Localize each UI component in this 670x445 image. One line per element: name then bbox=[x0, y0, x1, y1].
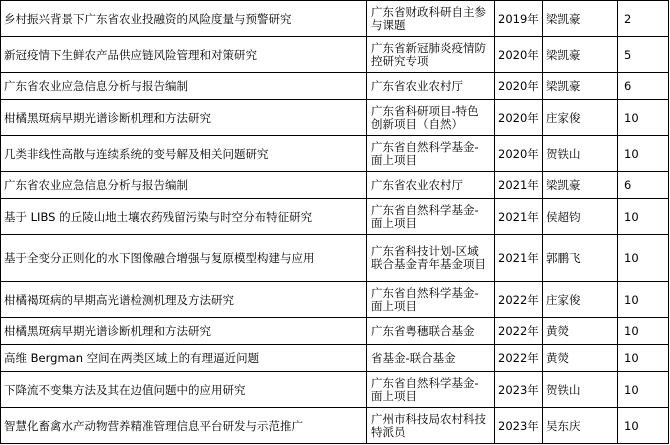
table-row bbox=[1, 136, 669, 172]
funding-source: 广东省自然科学基金-面上项目 bbox=[367, 199, 495, 235]
project-title: 下降流不变集方法及其在边值问题中的应用研究 bbox=[1, 372, 367, 408]
project-count: 6 bbox=[618, 172, 669, 199]
table-row bbox=[1, 100, 669, 136]
project-leader: 黄熒 bbox=[543, 345, 618, 372]
project-count: 10 bbox=[618, 345, 669, 372]
project-year: 2022年 bbox=[495, 318, 543, 345]
project-count: 6 bbox=[618, 73, 669, 100]
project-title: 柑橘褐斑病的早期高光谱检测机理及方法研究 bbox=[1, 282, 367, 318]
project-year: 2021年 bbox=[495, 172, 543, 199]
project-title: 柑橘黑斑病早期光谱诊断机理和方法研究 bbox=[1, 100, 367, 136]
project-year: 2020年 bbox=[495, 73, 543, 100]
project-title: 基于 LIBS 的丘陵山地土壤农药残留污染与时空分布特征研究 bbox=[1, 199, 367, 235]
project-leader: 庄家俊 bbox=[543, 282, 618, 318]
project-leader: 梁凯豪 bbox=[543, 172, 618, 199]
project-leader: 吴东庆 bbox=[543, 408, 618, 444]
project-leader: 贺铁山 bbox=[543, 372, 618, 408]
project-title: 几类非线性高散与连续系统的变号解及相关问题研究 bbox=[1, 136, 367, 172]
project-year: 2023年 bbox=[495, 408, 543, 444]
project-year: 2022年 bbox=[495, 345, 543, 372]
funding-source: 广东省粤穗联合基金 bbox=[367, 318, 495, 345]
project-year: 2020年 bbox=[495, 100, 543, 136]
table-row bbox=[1, 235, 669, 282]
project-title: 智慧化畜禽水产动物营养精准管理信息平台研发与示范推广 bbox=[1, 408, 367, 444]
project-leader: 贺铁山 bbox=[543, 136, 618, 172]
project-count: 10 bbox=[618, 235, 669, 282]
table-row bbox=[1, 199, 669, 235]
funding-source: 广东省农业农村厅 bbox=[367, 172, 495, 199]
table-row bbox=[1, 372, 669, 408]
project-year: 2019年 bbox=[495, 1, 543, 37]
funding-source: 广东省自然科学基金-面上项目 bbox=[367, 136, 495, 172]
funding-source: 广东省自然科学基金-面上项目 bbox=[367, 372, 495, 408]
funding-source: 广东省农业农村厅 bbox=[367, 73, 495, 100]
project-year: 2023年 bbox=[495, 372, 543, 408]
project-count: 10 bbox=[618, 318, 669, 345]
project-leader: 郭鹏飞 bbox=[543, 235, 618, 282]
funding-source: 广州市科技局农村科技特派员 bbox=[367, 408, 495, 444]
table-row bbox=[1, 172, 669, 199]
table-row bbox=[1, 408, 669, 444]
project-leader: 黄熒 bbox=[543, 318, 618, 345]
funding-source: 省基金-联合基金 bbox=[367, 345, 495, 372]
project-count: 10 bbox=[618, 199, 669, 235]
funding-source: 广东省自然科学基金-面上项目 bbox=[367, 282, 495, 318]
funding-source: 广东省财政科研自主参与课题 bbox=[367, 1, 495, 37]
project-count: 5 bbox=[618, 37, 669, 73]
project-leader: 侯超钧 bbox=[543, 199, 618, 235]
project-title: 乡村振兴背景下广东省农业投融资的风险度量与预警研究 bbox=[1, 1, 367, 37]
project-count: 10 bbox=[618, 282, 669, 318]
project-title: 柑橘黑斑病早期光谱诊断机理和方法研究 bbox=[1, 318, 367, 345]
table-row bbox=[1, 282, 669, 318]
project-count: 10 bbox=[618, 100, 669, 136]
project-leader: 梁凯豪 bbox=[543, 37, 618, 73]
table-row bbox=[1, 1, 669, 37]
project-title: 广东省农业应急信息分析与报告编制 bbox=[1, 172, 367, 199]
project-leader: 梁凯豪 bbox=[543, 1, 618, 37]
table-row bbox=[1, 73, 669, 100]
project-leader: 梁凯豪 bbox=[543, 73, 618, 100]
table-row bbox=[1, 318, 669, 345]
project-count: 10 bbox=[618, 136, 669, 172]
project-year: 2022年 bbox=[495, 282, 543, 318]
project-year: 2021年 bbox=[495, 199, 543, 235]
table-row bbox=[1, 37, 669, 73]
project-count: 2 bbox=[618, 1, 669, 37]
funding-source: 广东省科技计划-区域联合基金青年基金项目 bbox=[367, 235, 495, 282]
project-title: 基于全变分正则化的水下图像融合增强与复原模型构建与应用 bbox=[1, 235, 367, 282]
project-title: 广东省农业应急信息分析与报告编制 bbox=[1, 73, 367, 100]
project-year: 2020年 bbox=[495, 37, 543, 73]
project-title: 新冠疫情下生鲜农产品供应链风险管理和对策研究 bbox=[1, 37, 367, 73]
project-year: 2021年 bbox=[495, 235, 543, 282]
project-count: 10 bbox=[618, 408, 669, 444]
project-leader: 庄家俊 bbox=[543, 100, 618, 136]
project-year: 2020年 bbox=[495, 136, 543, 172]
project-count: 10 bbox=[618, 372, 669, 408]
funding-source: 广东省新冠肺炎疫情防控研究专项 bbox=[367, 37, 495, 73]
project-title: 高维 Bergman 空间在两类区域上的有理逼近问题 bbox=[1, 345, 367, 372]
table-row bbox=[1, 345, 669, 372]
funding-source: 广东省科研项目-特色创新项目（自然） bbox=[367, 100, 495, 136]
